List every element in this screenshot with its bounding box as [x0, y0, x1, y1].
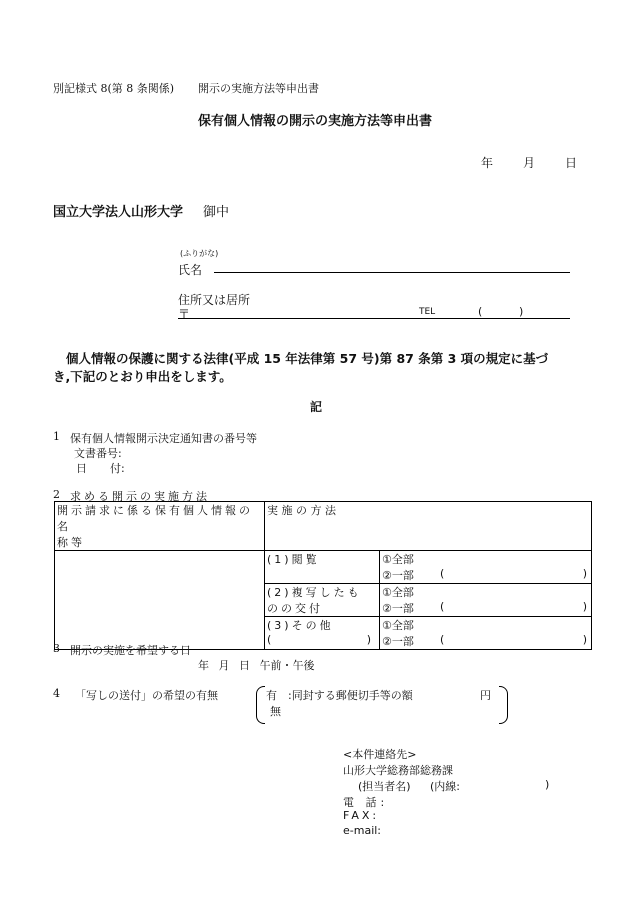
- method-2-opt-all[interactable]: ①全部: [382, 586, 414, 599]
- method-1-opt-part: ②一部: [382, 569, 414, 582]
- addressee-honorific: 御中: [203, 205, 230, 220]
- contact-fax: FAX:: [343, 809, 380, 822]
- method-1-label-cell: [265, 551, 380, 584]
- brace-right: [499, 686, 508, 724]
- contact-heading: <本件連絡先>: [343, 748, 417, 761]
- brace-left: [256, 686, 265, 724]
- option-yes-text: :同封する郵便切手等の額: [288, 689, 413, 702]
- method-1-label: (1)閲覧: [267, 553, 320, 566]
- tel-paren-open: (: [478, 305, 483, 318]
- form-number: 別記様式 8(第 8 条関係): [53, 82, 175, 95]
- method-1-options[interactable]: [380, 551, 592, 584]
- section3-number: 3: [53, 642, 60, 655]
- info-name-cell[interactable]: [55, 551, 265, 650]
- method-2-paren-open: (: [440, 600, 445, 613]
- body-text-line-1: 個人情報の保護に関する法律(平成 15 年法律第 57 号)第 87 条第 3 項の規定に基づ: [66, 351, 549, 366]
- body-text-line-2: き,下記のとおり申出をします。: [53, 369, 232, 384]
- method-3-options[interactable]: [380, 617, 592, 650]
- header-method-label: 実 施 の 方 法: [267, 504, 336, 517]
- yen-label: 円: [480, 689, 491, 702]
- method-2-options[interactable]: [380, 584, 592, 617]
- tel-label: TEL: [419, 307, 436, 317]
- section3-title: 開示の実施を希望する日: [70, 644, 191, 657]
- form-name: 開示の実施方法等申出書: [198, 82, 319, 95]
- option-yes[interactable]: 有: [266, 689, 277, 702]
- section2-number: 2: [53, 488, 60, 501]
- tel-paren-close: ): [519, 305, 524, 318]
- address-label: 住所又は居所: [178, 293, 251, 307]
- furigana-label: (ふりがな): [180, 249, 219, 258]
- page-title: 保有個人情報の開示の実施方法等申出書: [197, 114, 432, 129]
- method-2-paren-close: ): [582, 600, 587, 613]
- method-2-label-1: (2)複写したも: [267, 586, 362, 599]
- contact-phone: 電 話:: [343, 796, 389, 809]
- section4-title: 「写しの送付」の希望の有無: [75, 689, 218, 702]
- method-1-opt-all[interactable]: ①全部: [382, 553, 414, 566]
- header-info-name-line-1: 開示請求に係る保有個人情報の名: [57, 504, 253, 533]
- method-3-opt-part: ②一部: [382, 635, 414, 648]
- date-year-label: 年: [481, 156, 494, 170]
- date-label-b: 付:: [110, 462, 125, 475]
- section1-title: 保有個人情報開示決定通知書の番号等: [70, 432, 257, 445]
- section4-number: 4: [53, 687, 60, 700]
- postal-mark: 〒: [178, 307, 191, 321]
- method-3-label-cell: [265, 617, 380, 650]
- date-label-a: 日: [76, 462, 87, 475]
- doc-number-label: 文書番号:: [74, 447, 122, 460]
- contact-ext-close: ): [545, 778, 550, 791]
- method-1-paren-close: ): [582, 567, 587, 580]
- contact-dept: 山形大学総務部総務課: [343, 764, 453, 777]
- method-2-label-cell: [265, 584, 380, 617]
- section1-number: 1: [53, 430, 60, 443]
- method-3-paren-close: ): [582, 633, 587, 646]
- name-input-line[interactable]: [214, 272, 570, 273]
- contact-email: e-mail:: [343, 824, 382, 837]
- contact-person: (担当者名): [358, 780, 411, 793]
- method-3-other-paren-open: (: [267, 633, 272, 646]
- section2-title: 求める開示の実施方法: [70, 490, 210, 503]
- ki-label: 記: [310, 400, 323, 414]
- addressee-org: 国立大学法人山形大学: [53, 205, 184, 220]
- method-1-paren-open: (: [440, 567, 445, 580]
- method-2-label-2: のの交付: [267, 602, 323, 615]
- method-3-label-1: (3)その他: [267, 619, 334, 632]
- method-3-opt-all[interactable]: ①全部: [382, 619, 414, 632]
- option-no[interactable]: 無: [270, 705, 281, 718]
- date-day-label: 日: [565, 156, 578, 170]
- method-3-paren-open: (: [440, 633, 445, 646]
- contact-ext: (内線:: [430, 780, 460, 793]
- name-label: 氏名: [178, 263, 203, 277]
- table-header-method: [265, 502, 592, 551]
- method-3-opt-part-row[interactable]: [382, 633, 589, 649]
- method-2-opt-part-row[interactable]: [382, 600, 589, 616]
- method-1-opt-part-row[interactable]: [382, 567, 589, 583]
- address-input-line[interactable]: [178, 318, 570, 319]
- date-month-label: 月: [523, 156, 536, 170]
- header-info-name-line-2: 称等: [57, 536, 85, 549]
- method-2-opt-part: ②一部: [382, 602, 414, 615]
- section3-date-line: 年 月 日 午前・午後: [198, 659, 315, 672]
- method-3-other-paren-close: ): [366, 633, 371, 646]
- table-header-info-name: [55, 502, 265, 551]
- method-table: [54, 501, 592, 650]
- method-3-other-row[interactable]: [267, 633, 377, 646]
